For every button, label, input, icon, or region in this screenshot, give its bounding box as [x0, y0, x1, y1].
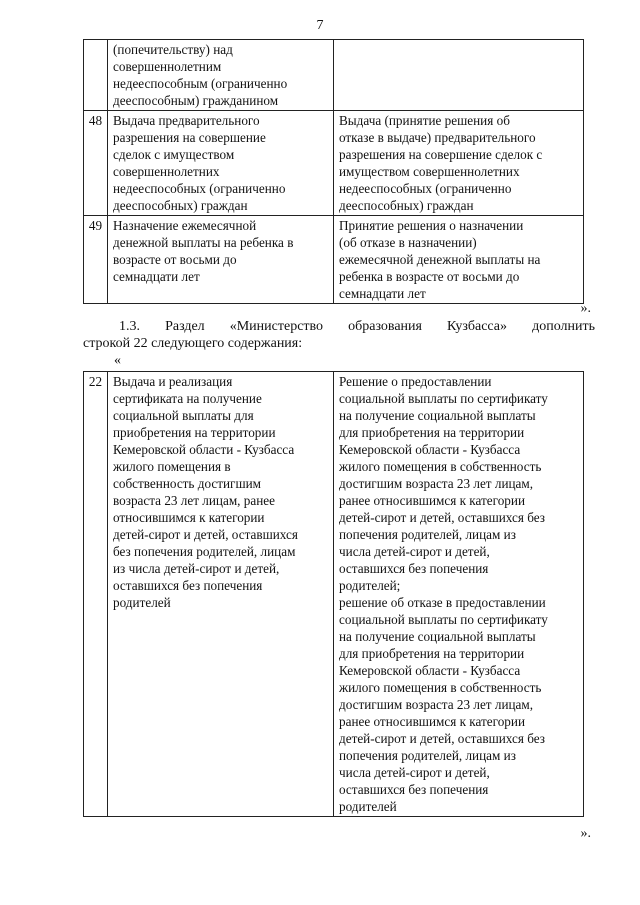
cell-text-line: сертификата на получение	[113, 391, 262, 406]
cell-text-line: Выдача предварительного	[113, 113, 260, 128]
cell-text-line: оставшихся без попечения	[113, 578, 263, 593]
page-number: 7	[316, 18, 324, 33]
service-result-cell	[334, 40, 584, 111]
service-result-cell	[334, 372, 584, 817]
cell-text-line: родителей;	[339, 578, 401, 593]
cell-text-line: ребенка в возрасте от восьми до	[339, 269, 520, 284]
cell-text-line: достигшим возраста 23 лет лицам,	[339, 697, 534, 712]
paragraph-word: образования	[348, 319, 422, 334]
amendment-paragraph	[83, 318, 595, 352]
table-body	[84, 372, 584, 817]
row-number-cell: 22	[84, 372, 108, 817]
row-number-cell: 48	[84, 111, 108, 216]
cell-text-line: Кемеровской области - Кузбасса	[113, 442, 295, 457]
table-row	[84, 216, 584, 304]
opening-quote: «	[114, 353, 121, 368]
cell-text-line: ранее относившимся к категории	[339, 714, 526, 729]
paragraph-word: Раздел	[165, 319, 205, 334]
cell-text-line: социальной выплаты по сертификату	[339, 612, 548, 627]
cell-text-line: достигшим возраста 23 лет лицам,	[339, 476, 534, 491]
cell-text-line: на получение социальной выплаты	[339, 629, 536, 644]
service-name-cell	[108, 111, 334, 216]
cell-text-line: совершеннолетним	[113, 59, 222, 74]
cell-text-line: детей-сирот и детей, оставшихся без	[339, 510, 545, 525]
cell-text-line: разрешения на совершение	[113, 130, 266, 145]
cell-text-line: решение об отказе в предоставлении	[339, 595, 546, 610]
cell-text-line: ежемесячной денежной выплаты на	[339, 252, 541, 267]
cell-text-line: разрешения на совершение сделок с	[339, 147, 543, 162]
cell-text-line: для приобретения на территории	[339, 425, 525, 440]
cell-text-line: Назначение ежемесячной	[113, 218, 257, 233]
cell-text-line: дееспособных) граждан	[113, 198, 248, 213]
cell-text-line: возрасте от восьми до	[113, 252, 237, 267]
cell-text-line: из числа детей-сирот и детей,	[113, 561, 280, 576]
cell-text-line: собственность достигшим	[113, 476, 262, 491]
cell-text-line: денежной выплаты на ребенка в	[113, 235, 294, 250]
paragraph-word: 1.3.	[119, 319, 140, 334]
service-name-cell	[108, 40, 334, 111]
cell-text-line: для приобретения на территории	[339, 646, 525, 661]
cell-text-line: жилого помещения в	[113, 459, 231, 474]
cell-text-line: Выдача и реализация	[113, 374, 233, 389]
service-name-cell	[108, 216, 334, 304]
cell-text-line: детей-сирот и детей, оставшихся	[113, 527, 298, 542]
cell-text-line: на получение социальной выплаты	[339, 408, 536, 423]
cell-text-line: ранее относившимся к категории	[339, 493, 526, 508]
table-row	[84, 111, 584, 216]
cell-text-line: (об отказе в назначении)	[339, 235, 477, 250]
cell-text-line: дееспособным) гражданином	[113, 93, 279, 108]
cell-text-line: попечения родителей, лицам из	[339, 748, 516, 763]
cell-text-line: имуществом совершеннолетних	[339, 164, 520, 179]
cell-text-line: недееспособных (ограниченно	[339, 181, 512, 196]
cell-text-line: оставшихся без попечения	[339, 782, 489, 797]
paragraph-line-2: строкой 22 следующего содержания:	[83, 336, 303, 351]
cell-text-line: совершеннолетних	[113, 164, 220, 179]
cell-text-line: семнадцати лет	[339, 286, 426, 301]
cell-text-line: отказе в выдаче) предварительного	[339, 130, 536, 145]
row-number-cell: 49	[84, 216, 108, 304]
cell-text-line: возраста 23 лет лицам, ранее	[113, 493, 275, 508]
table-row	[84, 40, 584, 111]
services-table-new-row	[83, 371, 584, 817]
cell-text-line: социальной выплаты по сертификату	[339, 391, 548, 406]
cell-text-line: Кемеровской области - Кузбасса	[339, 442, 521, 457]
cell-text-line: оставшихся без попечения	[339, 561, 489, 576]
cell-text-line: числа детей-сирот и детей,	[339, 765, 490, 780]
service-result-cell	[334, 111, 584, 216]
cell-text-line: попечения родителей, лицам из	[339, 527, 516, 542]
cell-text-line: детей-сирот и детей, оставшихся без	[339, 731, 545, 746]
table-row	[84, 372, 584, 817]
cell-text-line: семнадцати лет	[113, 269, 200, 284]
cell-text-line: Выдача (принятие решения об	[339, 113, 510, 128]
paragraph-line-1	[83, 318, 595, 335]
cell-text-line: относившимся к категории	[113, 510, 265, 525]
services-table-continued	[83, 39, 584, 304]
table-body	[84, 40, 584, 304]
paragraph-word: «Министерство	[229, 319, 324, 334]
cell-text-line: родителей	[339, 799, 397, 814]
cell-text-line: Принятие решения о назначении	[339, 218, 524, 233]
cell-text-line: жилого помещения в собственность	[339, 680, 542, 695]
paragraph-word: дополнить	[532, 319, 595, 334]
service-name-cell	[108, 372, 334, 817]
closing-quote: ».	[580, 301, 591, 316]
paragraph-word: Кузбасса»	[447, 319, 508, 334]
cell-text-line: дееспособных) граждан	[339, 198, 474, 213]
cell-text-line: недееспособных (ограниченно	[113, 181, 286, 196]
closing-quote: ».	[580, 826, 591, 841]
cell-text-line: числа детей-сирот и детей,	[339, 544, 490, 559]
cell-text-line: без попечения родителей, лицам	[113, 544, 296, 559]
cell-text-line: сделок с имуществом	[113, 147, 235, 162]
cell-text-line: жилого помещения в собственность	[339, 459, 542, 474]
cell-text-line: социальной выплаты для	[113, 408, 254, 423]
cell-text-line: Решение о предоставлении	[339, 374, 492, 389]
cell-text-line: недееспособным (ограниченно	[113, 76, 288, 91]
row-number-cell	[84, 40, 108, 111]
cell-text-line: родителей	[113, 595, 171, 610]
service-result-cell	[334, 216, 584, 304]
cell-text-line: приобретения на территории	[113, 425, 276, 440]
cell-text-line: (попечительству) над	[113, 42, 233, 57]
cell-text-line: Кемеровской области - Кузбасса	[339, 663, 521, 678]
